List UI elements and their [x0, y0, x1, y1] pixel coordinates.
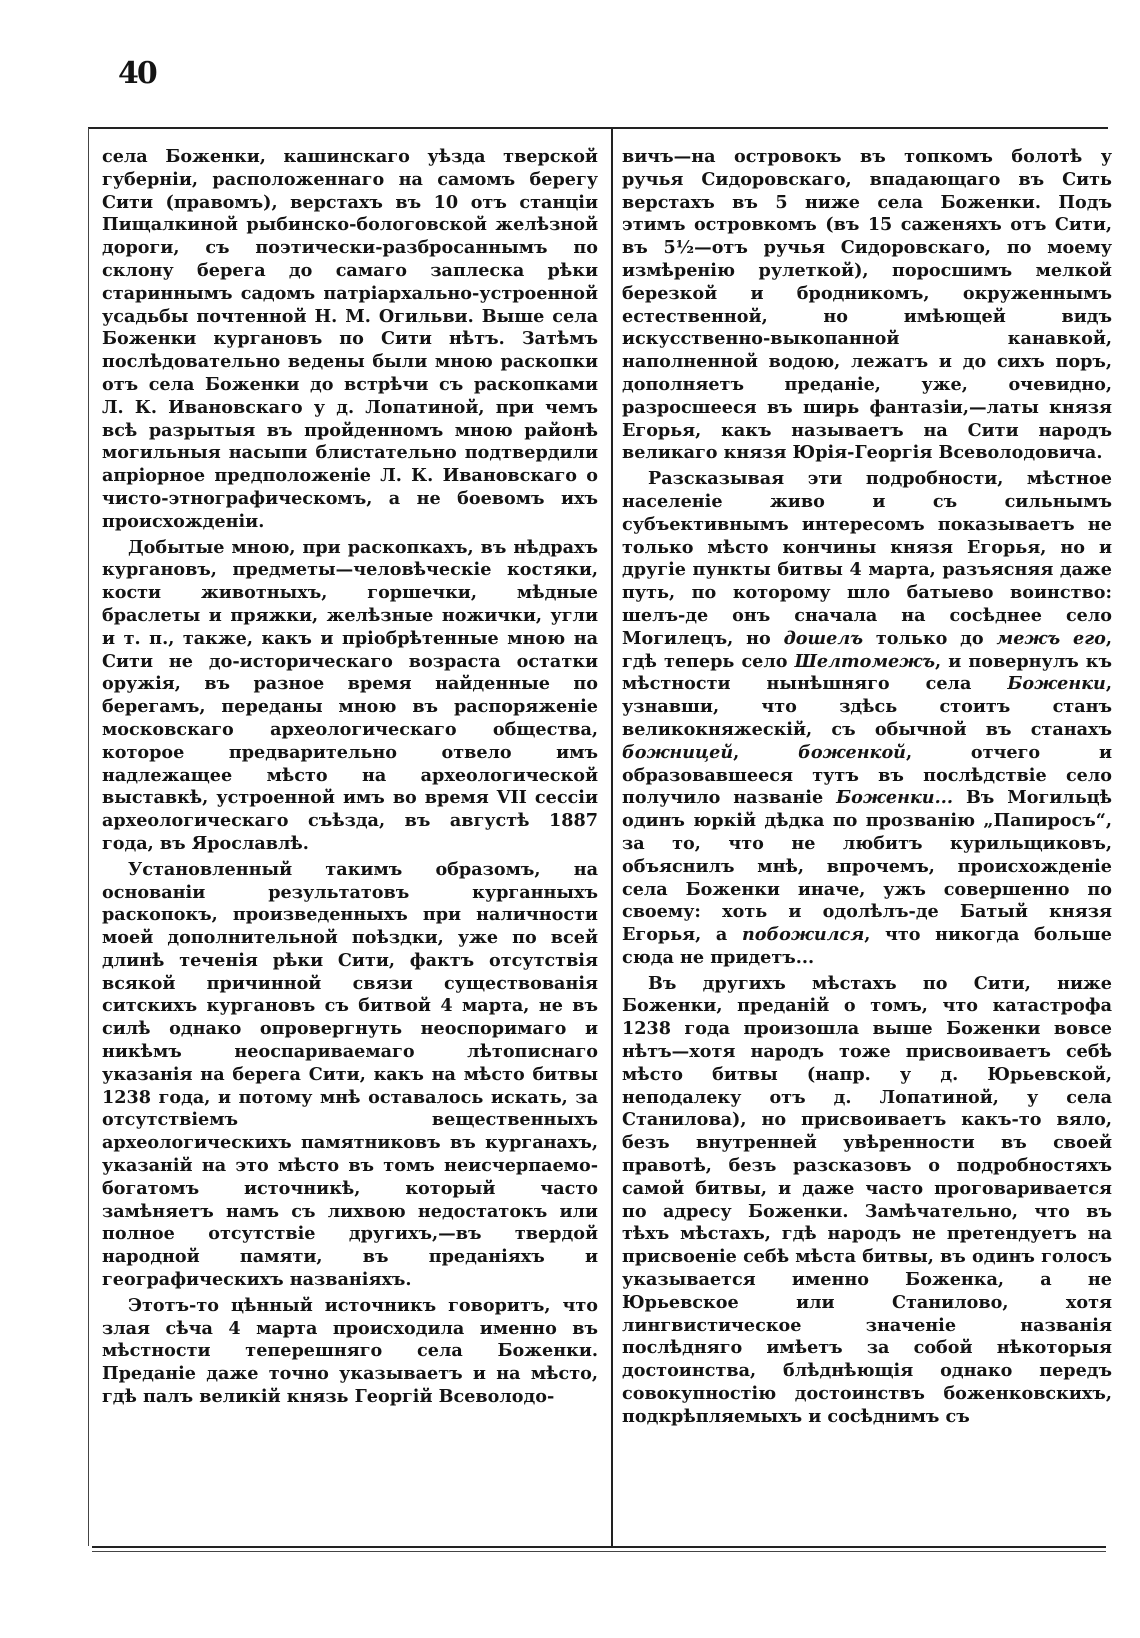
text-run: , и повернулъ къ мѣстности нынѣшняго села: [622, 650, 1112, 695]
paragraph: Добытые мною, при раскопкахъ, въ нѣдрахъ кургановъ, предметы—человѣческіе костяки, кости животныхъ, горшечки, мѣдные браслеты и пряжки, желѣзные ножички, угли и т. п., также, какъ и пріобрѣтенные мною на Сити не до-историческаго возраста остатки оружія, въ разное время найденные по берегамъ, переданы мною въ распоряженіе московскаго археологическаго общества, которое предварительно отвело имъ надлежащее мѣсто на археологической выставкѣ, устроенной имъ во время VII сессіи археологическаго съѣзда, въ августѣ 1887 года, въ Ярославлѣ.: [102, 536, 598, 854]
bottom-rule-thin: [92, 1551, 1106, 1552]
italic-term: Боженки...: [836, 787, 953, 809]
left-edge-rule: [88, 128, 89, 1546]
italic-term: боженкой: [798, 741, 906, 763]
page-number: 40: [118, 56, 156, 91]
text-run: ,: [733, 741, 740, 763]
text-run: Въ Могильцѣ одинъ юркій дѣдка по прозванію „Папиросъ“, за то, что не любитъ курильщиковъ, объяснилъ мнѣ, впрочемъ, происхожденіе села Боженки иначе, ужъ совершенно по своему: хоть и одолѣлъ-де Батый князя Егорья, а: [622, 787, 1112, 946]
text-run: , что никогда больше сюда не придетъ...: [622, 924, 1112, 968]
column-divider: [611, 128, 613, 1546]
italic-term: божницей: [622, 741, 734, 763]
left-column: [102, 146, 598, 1536]
text-run: , гдѣ теперь село: [622, 627, 1112, 672]
right-column: [622, 146, 1112, 1536]
italic-term: дошелъ: [783, 627, 864, 649]
italic-term: побожился: [741, 924, 865, 946]
paragraph: Этотъ-то цѣнный источникъ говоритъ, что злая сѣча 4 марта происходила именно въ мѣстности теперешняго села Боженки. Преданіе даже точно указываетъ и на мѣсто, гдѣ палъ великій князь Георгій Всеволодо-: [102, 1294, 598, 1408]
bottom-rule: [92, 1546, 1106, 1548]
text-run: , отчего и образовавшееся тутъ въ послѣдствіе село получило названіе: [622, 741, 1112, 809]
italic-term: Шелтомежъ: [794, 650, 936, 672]
italic-term: Боженки: [1007, 673, 1106, 695]
paragraph: вичъ—на островокъ въ топкомъ болотѣ у ручья Сидоровскаго, впадающаго въ Сить верстахъ въ 5 ниже села Боженки. Подъ этимъ островкомъ (въ 15 саженяхъ отъ Сити, въ 5½—отъ ручья Сидоровскаго, по моему измѣренію рулеткой), поросшимъ мелкой березкой и бродникомъ, окруженнымъ естественной, но имѣющей видъ искусственно-выкопанной канавкой, наполненной водою, лежатъ и до сихъ поръ, дополняетъ преданіе, уже, очевидно, разросшееся въ ширь фантазіи,—латы князя Егорья, какъ называетъ на Сити народъ великаго князя Юрія-Георгія Всеволодовича.: [622, 146, 1112, 464]
paragraph: Установленный такимъ образомъ, на основаніи результатовъ курганныхъ раскопокъ, произведенныхъ при наличности моей дополнительной поѣздки, уже по всей длинѣ теченія рѣки Сити, фактъ отсутствія всякой причинной связи существованія ситскихъ кургановъ съ битвой 4 марта, не въ силѣ однако опровергнуть неоспоримаго и никѣмъ неоспариваемаго лѣтописнаго указанія на берега Сити, какъ на мѣсто битвы 1238 года, и потому мнѣ оставалось искать, за отсутствіемъ вещественныхъ археологическихъ памятниковъ въ курганахъ, указаній на это мѣсто въ томъ неисчерпаемо-богатомъ источникѣ, который часто замѣняетъ намъ съ лихвою недостатокъ или полное отсутствіе другихъ,—въ твердой народной памяти, въ преданіяхъ и географическихъ названіяхъ.: [102, 858, 598, 1291]
italic-term: межъ его: [996, 627, 1106, 649]
paragraph: Въ другихъ мѣстахъ по Сити, ниже Боженки, преданій о томъ, что катастрофа 1238 года произошла выше Боженки вовсе нѣтъ—хотя народъ тоже присвоиваетъ себѣ мѣсто битвы (напр. у д. Юрьевской, неподалеку отъ д. Лопатиной, у села Станилова), но присвоиваетъ какъ-то вяло, безъ внутренней увѣренности въ своей правотѣ, безъ разсказовъ о подробностяхъ самой битвы, и даже часто проговаривается по адресу Боженки. Замѣчательно, что въ тѣхъ мѣстахъ, гдѣ народъ не претендуетъ на присвоеніе себѣ мѣста битвы, въ одинъ голосъ указывается именно Боженка, а не Юрьевское или Станилово, хотя лингвистическое значеніе названія послѣдняго имѣетъ за собой нѣкоторыя достоинства, блѣднѣющія однако передъ совокупностію достоинствъ боженковскихъ, подкрѣпляемыхъ и сосѣднимъ съ: [622, 972, 1112, 1427]
text-run: только до: [875, 627, 984, 649]
paragraph: села Боженки, кашинскаго уѣзда тверской губерніи, расположеннаго на самомъ берегу Сити (правомъ), верстахъ въ 10 отъ станціи Пищалкиной рыбинско-бологовской желѣзной дороги, съ поэтически-разбросаннымъ по склону берега до самаго заплеска рѣки стариннымъ садомъ патріархально-устроенной усадьбы почтенной Н. М. Огильви. Выше села Боженки кургановъ по Сити нѣтъ. Затѣмъ послѣдовательно ведены были мною раскопки отъ села Боженки до встрѣчи съ раскопками Л. К. Ивановскаго у д. Лопатиной, при чемъ всѣ разрытыя въ пройденномъ мною районѣ могильныя насыпи блистательно подтвердили апріорное предположеніе Л. К. Ивановскаго о чисто-этнографическомъ, а не боевомъ ихъ происхожденіи.: [102, 146, 598, 532]
text-run: , узнавши, что здѣсь стоитъ станъ великокняжескій, съ обычной въ станахъ: [622, 673, 1112, 740]
text-run: Разсказывая эти подробности, мѣстное населеніе живо и съ сильнымъ субъективнымъ интересомъ показываетъ не только мѣсто кончины князя Егорья, но и другіе пункты битвы 4 марта, разъясняя даже путь, по которому шло батыево воинство: шелъ-де онъ сначала на сосѣднее село Могилецъ, но: [622, 468, 1112, 649]
top-rule: [88, 127, 1108, 129]
paragraph: [622, 468, 1112, 970]
